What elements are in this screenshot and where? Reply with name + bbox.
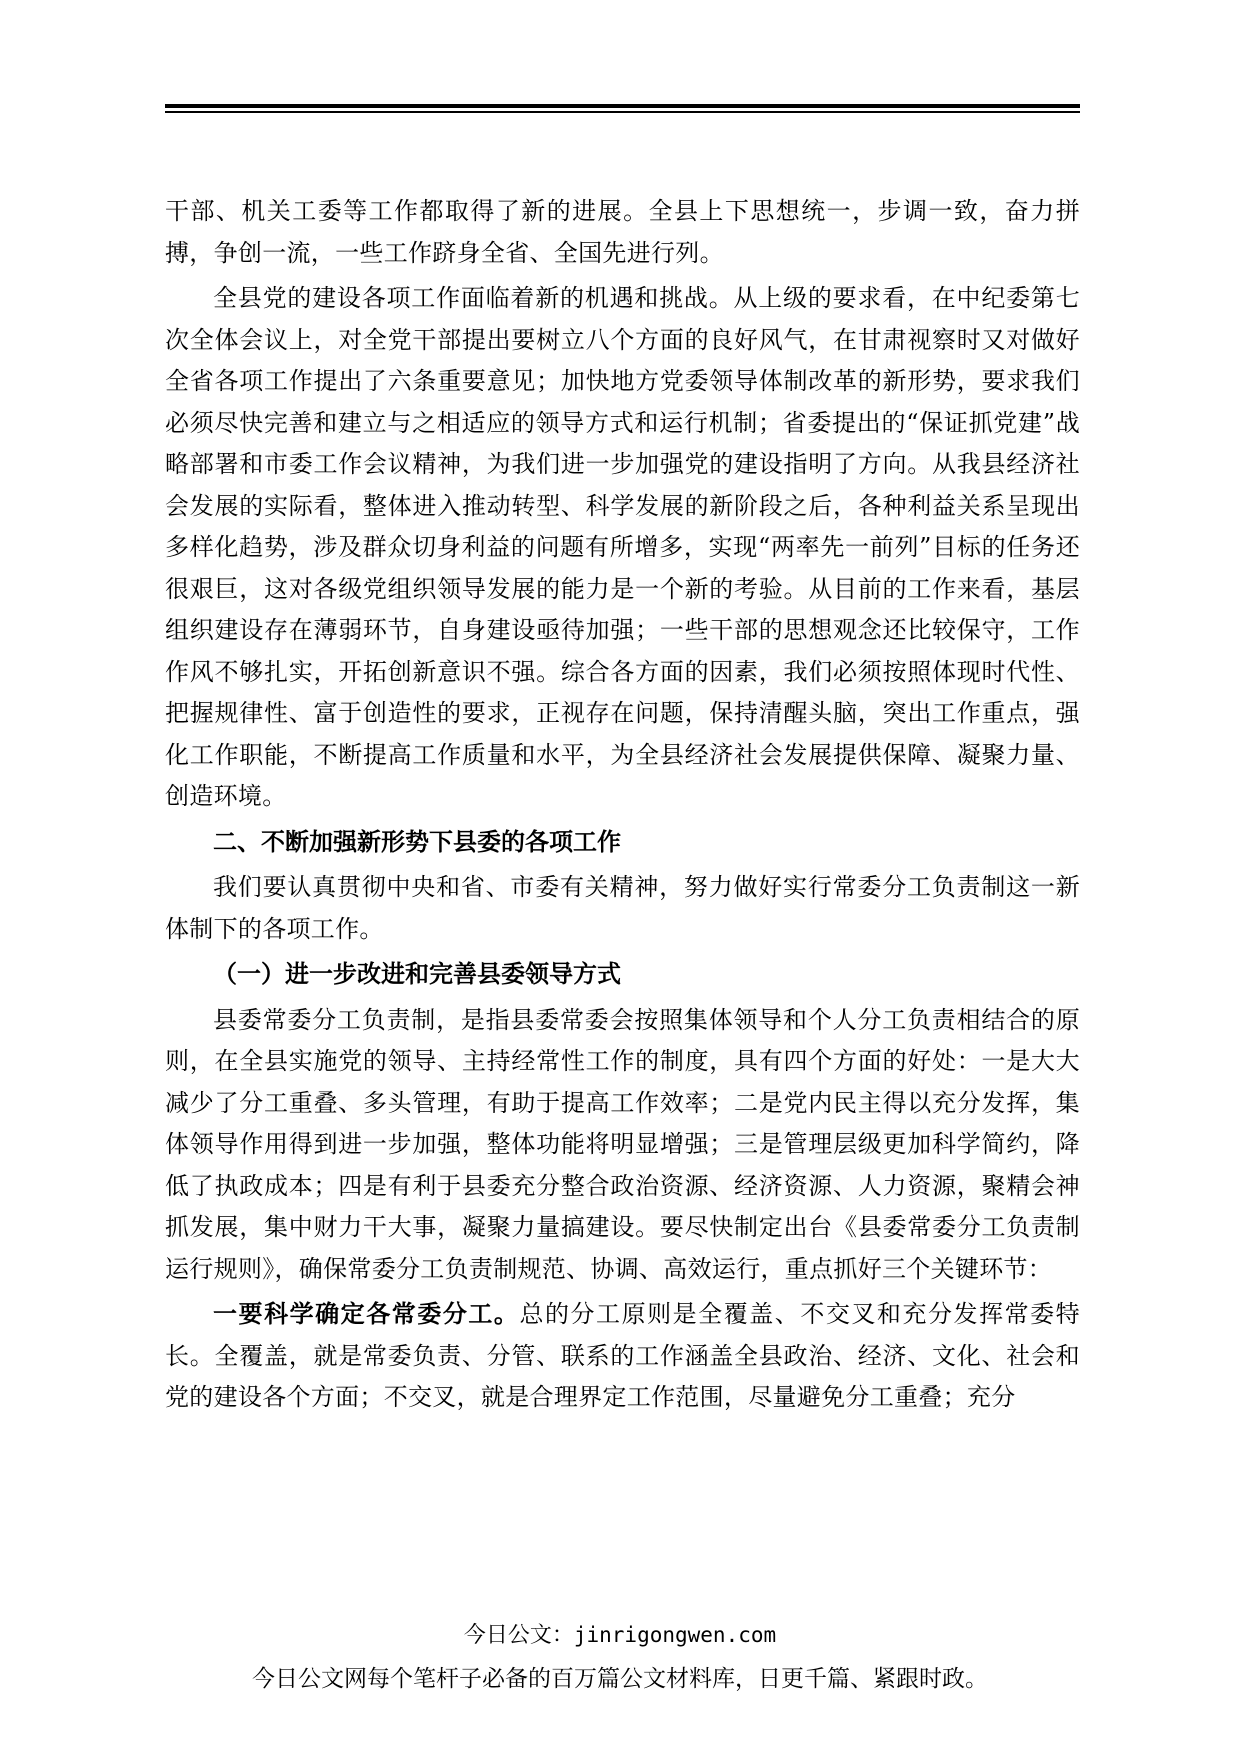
subsection-heading-1: （一）进一步改进和完善县委领导方式 — [213, 960, 621, 988]
paragraph-section-intro: 我们要认真贯彻中央和省、市委有关精神，努力做好实行常委分工负责制这一新体制下的各项工作。 — [165, 873, 1080, 943]
paragraph-responsibility-system: 县委常委分工负责制，是指县委常委会按照集体领导和个人分工负责相结合的原则，在全县实施党的领导、主持经常性工作的制度，具有四个方面的好处：一是大大减少了分工重叠、多头管理，有助于提高工作效率；二是党内民主得以充分发挥，集体领导作用得到进一步加强，整体功能将明显增强；三是管理层级更加科学简约，降低了执政成本；四是有利于县委充分整合政治资源、经济资源、人力资源，聚精会神抓发展，集中财力干大事，凝聚力量搞建设。要尽快制定出台《县委常委分工负责制运行规则》，确保常委分工负责制规范、协调、高效运行，重点抓好三个关键环节： — [165, 1005, 1080, 1283]
section-heading-2: 二、不断加强新形势下县委的各项工作 — [213, 827, 621, 856]
paragraph-lead-text: 一要科学确定各常委分工。 — [213, 1300, 520, 1328]
paragraph-continuation: 干部、机关工委等工作都取得了新的进展。全县上下思想统一，步调一致，奋力拼搏，争创一流，一些工作跻身全省、全国先进行列。 — [165, 197, 1080, 267]
document-body — [165, 191, 1080, 1423]
header-rule-thin — [165, 111, 1080, 113]
paragraph-body-text: 总的分工原则是全覆盖、不交叉和充分发挥常委特长。全覆盖，就是常委负责、分管、联系的工作涵盖全县政治、经济、文化、社会和党的建设各个方面；不交叉，就是合理界定工作范围，尽量避免分工重叠；充分 — [165, 1300, 1080, 1411]
footer-site-line — [0, 1618, 1240, 1649]
footer-slogan: 今日公文网每个笔杆子必备的百万篇公文材料库，日更千篇、紧跟时政。 — [252, 1666, 988, 1692]
footer-site-url[interactable]: jinrigongwen.com — [573, 1623, 777, 1647]
footer-site-label: 今日公文： — [463, 1623, 574, 1648]
header-rule-thick — [165, 104, 1080, 108]
paragraph-challenges: 全县党的建设各项工作面临着新的机遇和挑战。从上级的要求看，在中纪委第七次全体会议上，对全党干部提出要树立八个方面的良好风气，在甘肃视察时又对做好全省各项工作提出了六条重要意见；加快地方党委领导体制改革的新形势，要求我们必须尽快完善和建立与之相适应的领导方式和运行机制；省委提出的“保证抓党建”战略部署和市委工作会议精神，为我们进一步加强党的建设指明了方向。从我县经济社会发展的实际看，整体进入推动转型、科学发展的新阶段之后，各种利益关系呈现出多样化趋势，涉及群众切身利益的问题有所增多，实现“两率先一前列”目标的任务还很艰巨，这对各级党组织领导发展的能力是一个新的考验。从目前的工作来看，基层组织建设存在薄弱环节，自身建设亟待加强；一些干部的思想观念还比较保守，工作作风不够扎实，开拓创新意识不强。综合各方面的因素，我们必须按照体现时代性、把握规律性、富于创造性的要求，正视存在问题，保持清醒头脑，突出工作重点，强化工作职能，不断提高工作质量和水平，为全县经济社会发展提供保障、凝聚力量、创造环境。 — [165, 284, 1080, 810]
paragraph-division-of-labor — [165, 1294, 1080, 1419]
